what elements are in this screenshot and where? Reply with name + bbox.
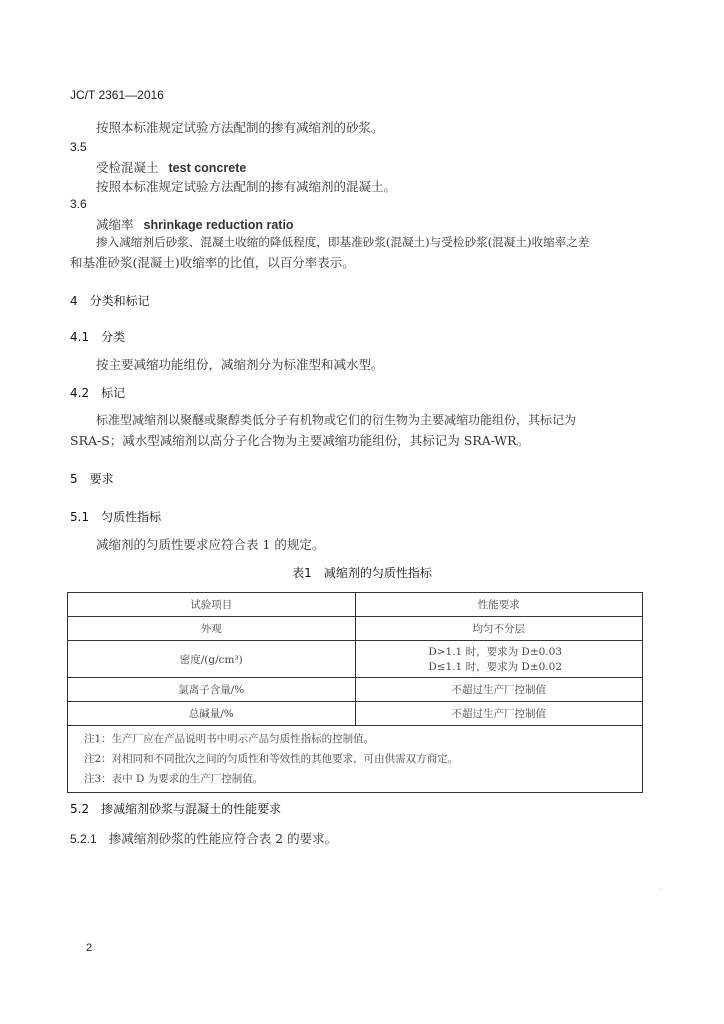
clause-3-6-text-line2: 和基准砂浆(混凝土)收缩率的比值，以百分率表示。 [70, 255, 355, 270]
table-1 [67, 592, 643, 793]
clause-3-5-term [96, 158, 246, 176]
term-zh: 减缩率 [96, 217, 134, 232]
table-cell-requirement [355, 641, 643, 678]
clause-3-6-text-line1: 掺入减缩剂后砂浆、混凝土收缩的降低程度，即基准砂浆(混凝土)与受检砂浆(混凝土)收缩率之差 [96, 235, 590, 249]
section-5-2-1-text: 5.2.1 掺减缩剂砂浆的性能应符合表 2 的要求。 [70, 831, 338, 846]
table-cell-item: 总碱量/% [68, 702, 356, 726]
clause-3-5-text: 按照本标准规定试验方法配制的掺有减缩剂的混凝土。 [96, 179, 397, 194]
requirement-line: D>1.1 时，要求为 D±0.03 [428, 646, 562, 658]
table-cell-item: 密度/(g/cm³) [68, 641, 356, 678]
section-4-1-heading: 4.1 分类 [70, 330, 126, 344]
table-row [68, 641, 643, 678]
table-row [68, 678, 643, 702]
clause-3-5-number: 3.5 [70, 140, 87, 154]
table-notes-row [68, 726, 643, 793]
requirement-line: D≤1.1 时，要求为 D±0.02 [428, 661, 562, 673]
section-5-1-heading: 5.1 匀质性指标 [70, 510, 162, 524]
table-row [68, 617, 643, 641]
table-1-caption-title: 减缩剂的匀质性指标 [323, 566, 432, 580]
page-number: 2 [86, 942, 93, 954]
table-note: 注3：表中 D 为要求的生产厂控制值。 [84, 773, 264, 785]
table-header-cell: 性能要求 [355, 593, 643, 617]
section-4-heading: 4 分类和标记 [70, 294, 150, 308]
table-cell-requirement: 不超过生产厂控制值 [355, 702, 643, 726]
scan-speck: · [660, 886, 662, 893]
table-1-caption-number: 表1 [292, 566, 312, 580]
section-4-2-text-line2: SRA-S；减水型减缩剂以高分子化合物为主要减缩功能组份，其标记为 SRA-WR。 [70, 433, 530, 448]
clause-3-6-number: 3.6 [70, 197, 87, 211]
section-5-1-text: 减缩剂的匀质性要求应符合表 1 的规定。 [96, 537, 325, 552]
table-note: 注2：对相同和不同批次之间的匀质性和等效性的其他要求，可由供需双方商定。 [84, 753, 459, 765]
table-header-cell: 试验项目 [68, 593, 356, 617]
section-5-2-heading: 5.2 掺减缩剂砂浆与混凝土的性能要求 [70, 802, 282, 816]
section-4-2-heading: 4.2 标记 [70, 386, 126, 400]
clause-3-6-term [96, 215, 294, 233]
section-5-heading: 5 要求 [70, 472, 114, 486]
table-cell-requirement: 均匀不分层 [355, 617, 643, 641]
section-4-2-text-line1: 标准型减缩剂以聚醚或聚醇类低分子有机物或它们的衍生物为主要减缩功能组份，其标记为 [96, 413, 577, 427]
standard-code: JC/T 2361—2016 [70, 88, 164, 102]
table-1-caption [0, 564, 724, 581]
term-en: shrinkage reduction ratio [143, 218, 294, 232]
definition-3-4-text: 按照本标准规定试验方法配制的掺有减缩剂的砂浆。 [96, 120, 384, 135]
term-zh: 受检混凝土 [96, 160, 159, 175]
table-notes [68, 726, 643, 793]
table-note: 注1：生产厂应在产品说明书中明示产品匀质性指标的控制值。 [84, 733, 375, 745]
section-4-1-text: 按主要减缩功能组份，减缩剂分为标准型和减水型。 [96, 357, 384, 372]
table-cell-requirement: 不超过生产厂控制值 [355, 678, 643, 702]
table-cell-item: 外观 [68, 617, 356, 641]
table-cell-item: 氯离子含量/% [68, 678, 356, 702]
term-en: test concrete [168, 161, 247, 175]
table-header-row [68, 593, 643, 617]
table-row [68, 702, 643, 726]
